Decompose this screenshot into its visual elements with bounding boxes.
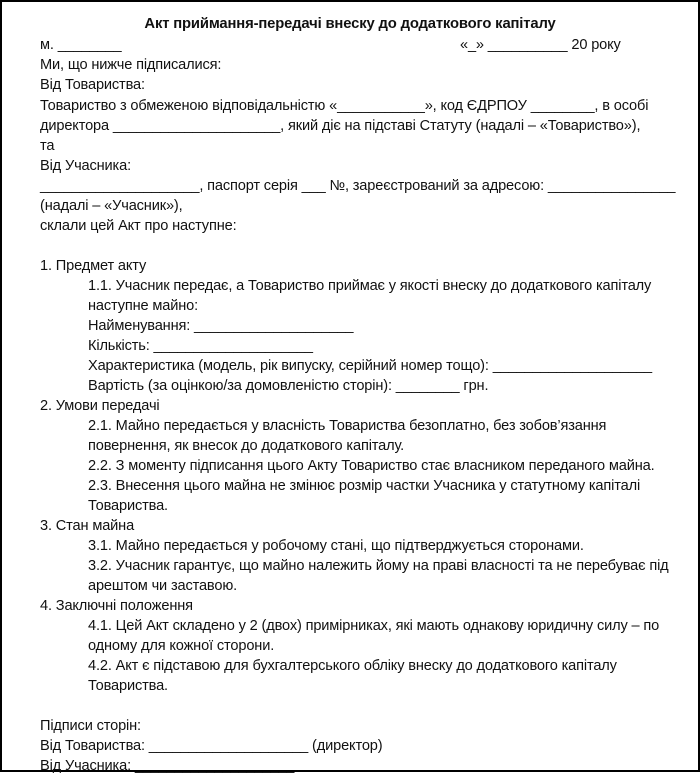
document-title: Акт приймання-передачі внеску до додаткового капіталу bbox=[144, 16, 556, 32]
and-text: та bbox=[40, 138, 55, 154]
from-participant-label: Від Учасника: bbox=[40, 158, 131, 174]
section-line: 4.2. Акт є підставою для бухгалтерського обліку внеску до додаткового капіталу bbox=[88, 658, 617, 674]
section-heading: 3. Стан майна bbox=[40, 518, 135, 534]
section-line: 4.1. Цей Акт складено у 2 (двох) примірниках, які мають однакову юридичну силу – по bbox=[88, 618, 660, 634]
from-company-label: Від Товариства: bbox=[40, 77, 145, 93]
value-field: Вартість (за оцінкою/за домовленістю сторін): ________ грн. bbox=[88, 378, 489, 394]
section-line: 3.1. Майно передається у робочому стані, що підтверджується сторонами. bbox=[88, 538, 584, 554]
company-signature-line: Від Товариства: ____________________ (директор) bbox=[40, 738, 383, 754]
company-line-2: директора _____________________, який діє на підставі Статуту (надалі – «Товариство»), bbox=[40, 118, 641, 134]
section-line: одному для кожної сторони. bbox=[88, 638, 275, 654]
compiled-text: склали цей Акт про наступне: bbox=[40, 218, 237, 234]
characteristics-field: Характеристика (модель, рік випуску, серійний номер тощо): ____________________ bbox=[88, 358, 653, 374]
section-line: 2.3. Внесення цього майна не змінює розмір частки Учасника у статутному капіталі bbox=[88, 478, 641, 494]
participant-line-2: (надалі – «Учасник»), bbox=[40, 198, 183, 214]
name-field: Найменування: ____________________ bbox=[88, 318, 354, 334]
section-heading: 2. Умови передачі bbox=[40, 398, 160, 414]
section-line: 2.2. З моменту підписання цього Акту Товариство стає власником переданого майна. bbox=[88, 458, 655, 474]
section-line: арештом чи заставою. bbox=[88, 578, 238, 594]
participant-signature-line: Від Учасника: ____________________ bbox=[40, 758, 295, 774]
section-line: повернення, як внесок до додаткового капіталу. bbox=[88, 438, 405, 454]
section-line: Товариства. bbox=[88, 498, 168, 514]
company-line-1: Товариство з обмеженою відповідальністю «___________», код ЄДРПОУ ________, в особі bbox=[40, 98, 649, 114]
section-line: Товариства. bbox=[88, 678, 168, 694]
quantity-field: Кількість: ____________________ bbox=[88, 338, 313, 354]
section-line: наступне майно: bbox=[88, 298, 199, 314]
participant-line-1: ____________________, паспорт серія ___ №, зареєстрований за адресою: ________________ bbox=[40, 178, 676, 194]
city-field: м. ________ bbox=[40, 37, 122, 53]
intro-we-signed: Ми, що нижче підписалися: bbox=[40, 57, 222, 73]
section-heading: 1. Предмет акту bbox=[40, 258, 147, 274]
section-line: 2.1. Майно передається у власність Товариства безоплатно, без зобов’язання bbox=[88, 418, 607, 434]
section-line: 1.1. Учасник передає, а Товариство приймає у якості внеску до додаткового капіталу bbox=[88, 278, 652, 294]
date-field: «_» __________ 20 року bbox=[460, 37, 621, 53]
section-line: 3.2. Учасник гарантує, що майно належить йому на праві власності та не перебуває під bbox=[88, 558, 669, 574]
section-heading: 4. Заключні положення bbox=[40, 598, 193, 614]
signatures-heading: Підписи сторін: bbox=[40, 718, 141, 734]
